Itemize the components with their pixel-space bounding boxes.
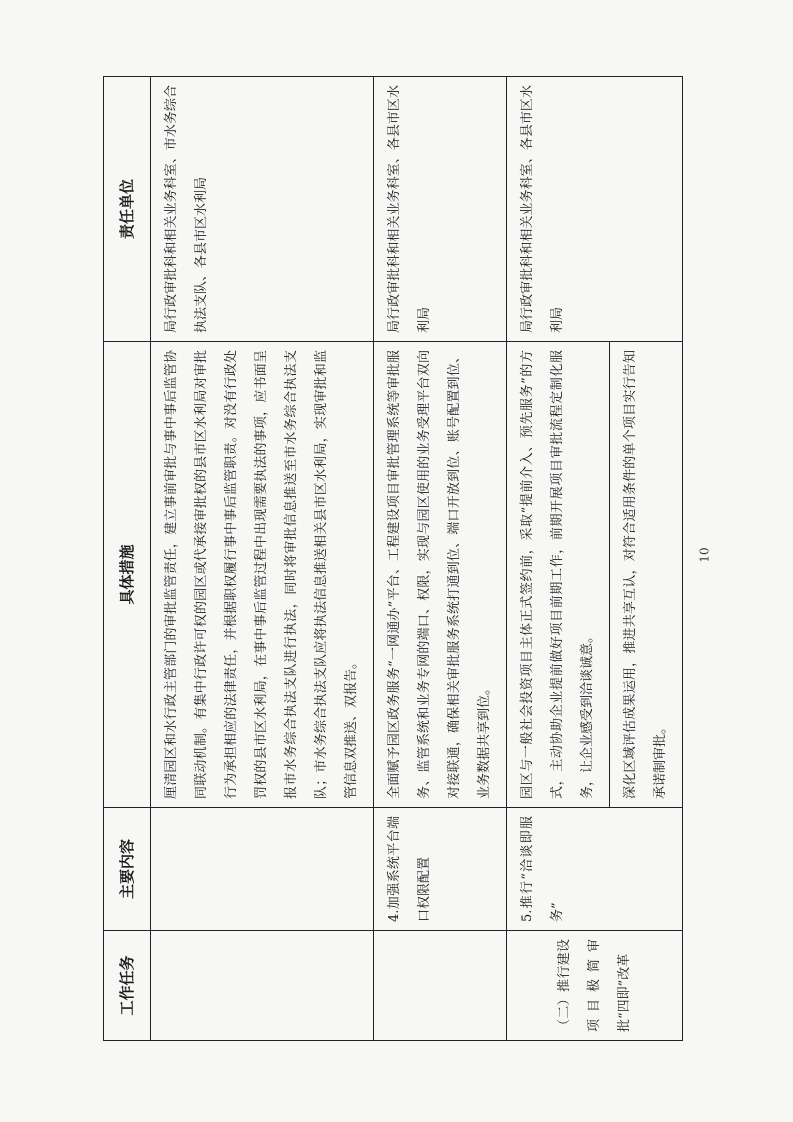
header-work-task: 工作任务 bbox=[104, 931, 151, 1041]
header-main-content: 主要内容 bbox=[104, 808, 151, 931]
header-responsible-unit: 责任单位 bbox=[104, 77, 151, 342]
table-row bbox=[151, 77, 374, 1041]
row1-measures: 厘清园区和水行政主管部门的审批监管责任，建立事前审批与事中事后监管协同联动机制。有集中行政许可权的园区或代承接审批权的县市区水利局对审批行为承担相应的法律责任，并根据职权履行事中事后监管职责。对没有行政处罚权的县市区水利局，在事中事后监管过程中出现需要执法的事项，应书面呈报市水务综合执法支队进行执法，同时将审批信息推送至市水务综合执法支队；市水务综合执法支队应将执法信息推送相关县市区水利局，实现审批和监管信息双推送、双报告。 bbox=[151, 342, 374, 808]
row1-task bbox=[151, 931, 374, 1041]
row2-unit: 局行政审批科和相关业务科室、各县市区水利局 bbox=[374, 77, 507, 342]
page-number: 10 bbox=[697, 547, 712, 563]
row3-measures-1: 园区与一般社会投资项目主体正式签约前，采取“提前介入、预先服务”的方式，主动协助企业提前做好项目前期工作，前期开展项目审批流程定制化服务，让企业感受到洽谈诚意。 bbox=[507, 342, 610, 808]
row2-content: 4.加强系统平台端口权限配置 bbox=[374, 808, 507, 931]
rotated-table-container bbox=[103, 77, 668, 1041]
header-specific-measures: 具体措施 bbox=[104, 342, 151, 808]
row3-task: （二）推行建设项目极简审批“四即”改革 bbox=[507, 931, 683, 1041]
row3-measures-2: 深化区域评估成果运用，推进共享互认，对符合适用条件的单个项目实行告知承诺制审批。 bbox=[610, 342, 683, 808]
row2-task bbox=[374, 931, 507, 1041]
table-header-row bbox=[104, 77, 151, 1041]
table-row bbox=[507, 77, 610, 1041]
row2-measures: 全面赋予园区政务服务“一网通办”平台、工程建设项目审批管理系统等审批服务、监管系统和业务专网的端口、权限，实现与园区使用的业务受理平台双向对接联通，确保相关审批服务系统打通到位、端口开放到位、账号配置到位、业务数据共享到位。 bbox=[374, 342, 507, 808]
row3-content: 5.推行“洽谈即服务” bbox=[507, 808, 683, 931]
row1-content bbox=[151, 808, 374, 931]
row1-unit: 局行政审批科和相关业务科室、市水务综合执法支队、各县市区水利局 bbox=[151, 77, 374, 342]
work-plan-table bbox=[103, 76, 683, 1041]
row3-unit: 局行政审批科和相关业务科室、各县市区水利局 bbox=[507, 77, 683, 342]
table-row bbox=[374, 77, 507, 1041]
